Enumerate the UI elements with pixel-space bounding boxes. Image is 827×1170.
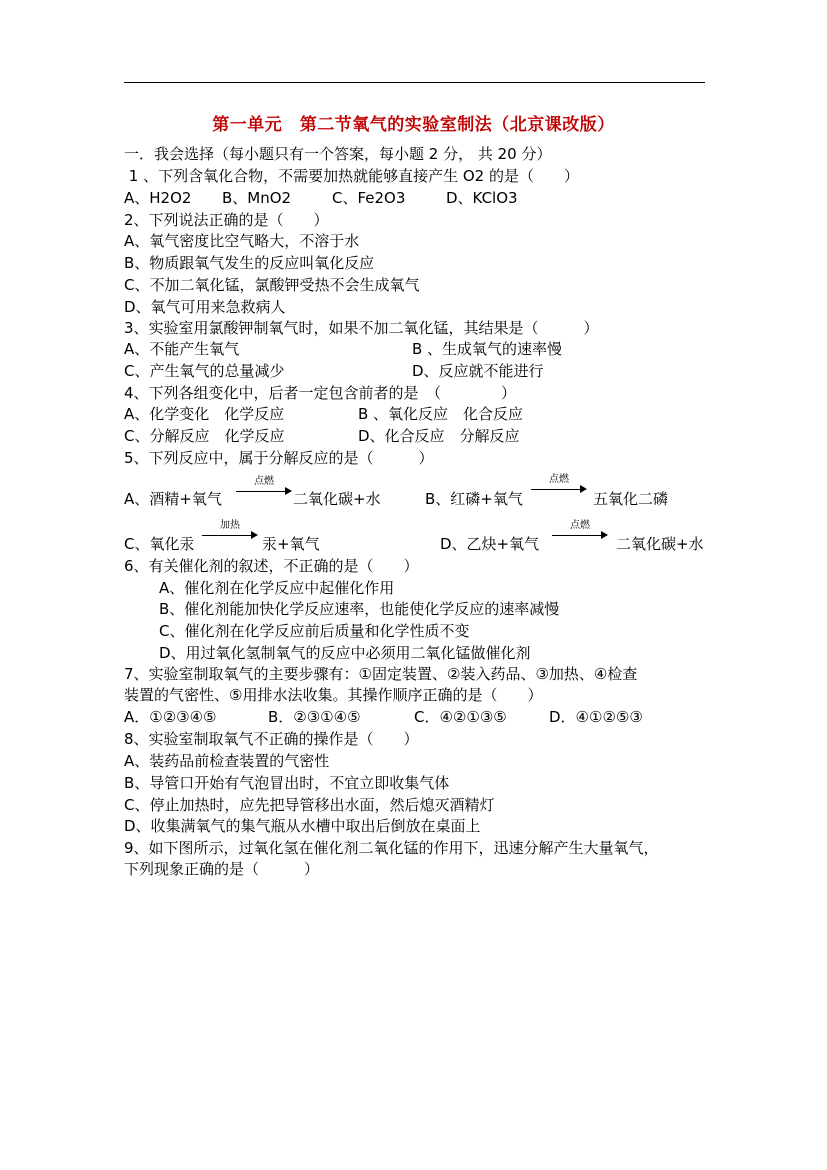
question-7-option-d: D．④①②⑤③ [549,708,643,726]
question-8-option-a: A、装药品前检查装置的气密性 [124,752,330,770]
arrow-shaft [202,535,252,536]
question-5-option-a-arrow [236,478,292,500]
question-5-option-c-condition: 加热 [220,520,240,531]
question-5-stem: 5、下列反应中，属于分解反应的是（ ） [124,449,434,467]
arrow-head-icon [285,487,292,495]
question-2-option-b: B、物质跟氧气发生的反应叫氧化反应 [124,254,375,272]
question-5-option-d-reactants: D、乙炔+氧气 [440,535,540,553]
question-4-option-a: A、化学变化 化学反应 [124,405,285,423]
arrow-shaft [552,535,602,536]
question-4-stem: 4、下列各组变化中，后者一定包含前者的是 （ ） [124,384,517,402]
arrow-head-icon [580,485,587,493]
question-3-option-b: B 、生成氧气的速率慢 [412,340,563,358]
question-5-option-c-products: 汞+氧气 [262,535,320,553]
question-8-option-d: D、收集满氧气的集气瓶从水槽中取出后倒放在桌面上 [124,817,481,835]
question-5-option-b-reactants: B、红磷+氧气 [425,490,523,508]
question-5-option-b-arrow [531,476,587,498]
question-5-option-a-reactants: A、酒精+氧气 [124,490,222,508]
question-5-option-a-products: 二氧化碳+水 [293,490,381,508]
question-6-option-a: A、催化剂在化学反应中起催化作用 [159,579,395,597]
question-7-stem-line-2: 装置的气密性、⑤用排水法收集。其操作顺序正确的是（ ） [124,686,543,704]
question-5-option-a-condition: 点燃 [254,476,274,487]
question-2-option-c: C、不加二氧化锰，氯酸钾受热不会生成氧气 [124,276,420,294]
arrow-head-icon [601,531,608,539]
question-1-stem: 1 、下列含氧化合物，不需要加热就能够直接产生 O2 的是（ ） [124,167,579,185]
question-5-option-d-condition: 点燃 [570,520,590,531]
question-8-option-c: C、停止加热时，应先把导管移出水面，然后熄灭酒精灯 [124,796,495,814]
question-4-option-c: C、分解反应 化学反应 [124,427,285,445]
question-8-stem: 8、实验室制取氧气不正确的操作是（ ） [124,730,419,748]
question-6-option-c: C、催化剂在化学反应前后质量和化学性质不变 [159,622,470,640]
question-2-stem: 2、下列说法正确的是（ ） [124,211,329,229]
question-3-option-a: A、不能产生氧气 [124,340,240,358]
section-heading: 一．我会选择（每小题只有一个答案，每小题 2 分， 共 20 分） [124,145,552,163]
question-5-option-b-products: 五氧化二磷 [593,490,669,508]
question-5-option-b-condition: 点燃 [549,474,569,485]
question-2-option-d: D、氧气可用来急救病人 [124,298,286,316]
question-1-option-d: D、KClO3 [446,189,518,207]
arrow-shaft [236,491,286,492]
question-9-stem-line-1: 9、如下图所示，过氧化氢在催化剂二氧化锰的作用下，迅速分解产生大量氧气， [124,839,659,857]
question-6-stem: 6、有关催化剂的叙述，不正确的是（ ） [124,557,419,575]
question-2-option-a: A、氧气密度比空气略大，不溶于水 [124,232,360,250]
question-5-option-c-reactants: C、氧化汞 [124,535,195,553]
question-1-option-a: A、H2O2 [124,189,192,207]
question-6-option-d: D、用过氧化氢制氧气的反应中必须用二氧化锰做催化剂 [159,644,531,662]
arrow-head-icon [251,531,258,539]
question-4-option-b: B 、氧化反应 化合反应 [358,405,524,423]
question-7-option-b: B．②③①④⑤ [268,708,361,726]
question-7-option-a: A．①②③④⑤ [124,708,217,726]
question-5-option-d-arrow [552,522,608,544]
question-8-option-b: B、导管口开始有气泡冒出时，不宜立即收集气体 [124,774,450,792]
question-5-option-d-products: 二氧化碳+水 [616,535,704,553]
arrow-shaft [531,489,581,490]
question-9-stem-line-2: 下列现象正确的是（ ） [124,860,320,878]
header-rule [124,82,705,83]
question-4-option-d: D、化合反应 分解反应 [358,427,520,445]
question-1-option-b: B、MnO2 [222,189,292,207]
question-7-stem-line-1: 7、实验室制取氧气的主要步骤有：①固定装置、②装入药品、③加热、④检查 [124,665,638,683]
question-3-option-d: D、反应就不能进行 [412,362,544,380]
question-5-option-c-arrow [202,522,258,544]
page-title: 第一单元 第二节氧气的实验室制法（北京课改版） [212,115,615,135]
question-1-option-c: C、Fe2O3 [332,189,406,207]
question-7-option-c: C．④②①③⑤ [414,708,507,726]
question-3-stem: 3、实验室用氯酸钾制氧气时，如果不加二氧化锰，其结果是（ ） [124,319,599,337]
question-3-option-c: C、产生氧气的总量减少 [124,362,285,380]
question-6-option-b: B、催化剂能加快化学反应速率，也能使化学反应的速率减慢 [159,600,560,618]
